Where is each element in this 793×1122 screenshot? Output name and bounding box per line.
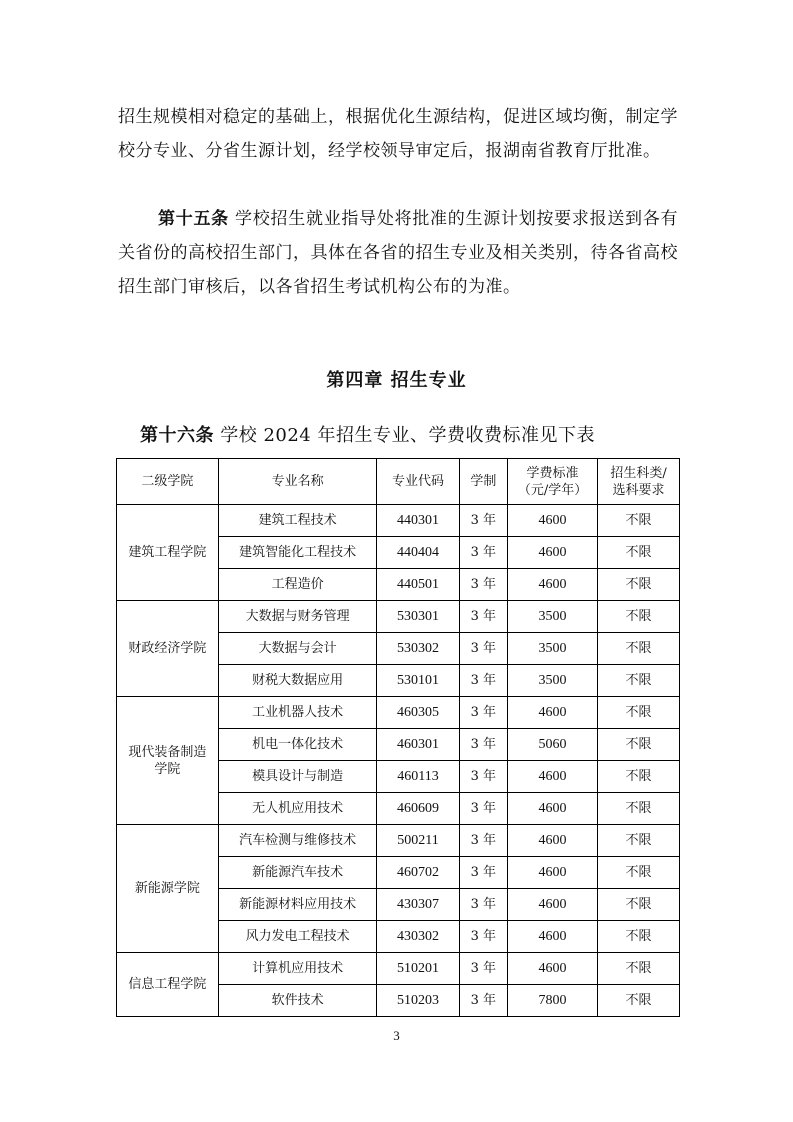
major-code-cell: 430302 [377,921,459,953]
major-code-cell: 460702 [377,857,459,889]
college-cell: 财政经济学院 [117,601,219,697]
article15-label: 第十五条 [158,209,229,229]
duration-cell: 3 年 [459,569,507,601]
header-duration: 学制 [459,459,507,505]
duration-cell: 3 年 [459,633,507,665]
requirement-cell: 不限 [598,825,680,857]
major-name-cell: 新能源汽车技术 [218,857,377,889]
tuition-cell: 4600 [508,761,598,793]
major-code-cell: 440404 [377,537,459,569]
duration-cell: 3 年 [459,665,507,697]
table-row [117,953,680,985]
duration-cell: 3 年 [459,537,507,569]
college-cell: 新能源学院 [117,825,219,953]
major-name-cell: 汽车检测与维修技术 [218,825,377,857]
major-name-cell: 软件技术 [218,985,377,1017]
header-requirement [598,459,680,505]
duration-cell: 3 年 [459,793,507,825]
major-code-cell: 430307 [377,889,459,921]
requirement-cell: 不限 [598,665,680,697]
tuition-cell: 7800 [508,985,598,1017]
major-name-cell: 大数据与会计 [218,633,377,665]
table-row [117,601,680,633]
duration-cell: 3 年 [459,889,507,921]
tuition-cell: 4600 [508,857,598,889]
requirement-cell: 不限 [598,505,680,537]
duration-cell: 3 年 [459,505,507,537]
requirement-cell: 不限 [598,921,680,953]
major-code-cell: 440301 [377,505,459,537]
major-code-cell: 530101 [377,665,459,697]
tuition-cell: 4600 [508,505,598,537]
major-fee-table [116,458,680,1017]
requirement-cell: 不限 [598,697,680,729]
requirement-cell: 不限 [598,601,680,633]
table-header-row [117,459,680,505]
header-requirement-line2: 选科要求 [612,482,665,498]
major-code-cell: 510201 [377,953,459,985]
duration-cell: 3 年 [459,921,507,953]
table-row [117,697,680,729]
major-code-cell: 440501 [377,569,459,601]
major-code-cell: 460305 [377,697,459,729]
college-cell: 现代装备制造学院 [117,697,219,825]
tuition-cell: 3500 [508,633,598,665]
tuition-cell: 3500 [508,601,598,633]
header-tuition-line1: 学费标准 [526,465,579,481]
article16-label: 第十六条 [140,425,214,446]
header-major-name: 专业名称 [218,459,377,505]
table-row [117,505,680,537]
requirement-cell: 不限 [598,953,680,985]
duration-cell: 3 年 [459,761,507,793]
major-code-cell: 500211 [377,825,459,857]
major-name-cell: 大数据与财务管理 [218,601,377,633]
article15-text: 学校招生就业指导处将批准的生源计划按要求报送到各有关省份的高校招生部门，具体在各省的招生专业及相关类别，待各省高校招生部门审核后，以各省招生考试机构公布的为准。 [118,209,679,297]
major-name-cell: 工业机器人技术 [218,697,377,729]
major-code-cell: 460609 [377,793,459,825]
tuition-cell: 4600 [508,537,598,569]
major-name-cell: 计算机应用技术 [218,953,377,985]
chapter-title: 第四章 招生专业 [326,370,467,391]
header-tuition-line2: （元/学年） [517,482,588,498]
major-name-cell: 财税大数据应用 [218,665,377,697]
major-name-cell: 风力发电工程技术 [218,921,377,953]
requirement-cell: 不限 [598,729,680,761]
tuition-cell: 4600 [508,793,598,825]
page-number: 3 [393,1028,400,1043]
major-name-cell: 无人机应用技术 [218,793,377,825]
requirement-cell: 不限 [598,633,680,665]
tuition-cell: 3500 [508,665,598,697]
tuition-cell: 4600 [508,889,598,921]
header-requirement-line1: 招生科类/ [610,465,667,481]
requirement-cell: 不限 [598,985,680,1017]
requirement-cell: 不限 [598,889,680,921]
college-cell: 信息工程学院 [117,953,219,1017]
college-cell: 建筑工程学院 [117,505,219,601]
major-name-cell: 建筑工程技术 [218,505,377,537]
requirement-cell: 不限 [598,857,680,889]
major-code-cell: 530302 [377,633,459,665]
tuition-cell: 4600 [508,953,598,985]
duration-cell: 3 年 [459,953,507,985]
duration-cell: 3 年 [459,729,507,761]
major-code-cell: 460113 [377,761,459,793]
duration-cell: 3 年 [459,825,507,857]
major-code-cell: 460301 [377,729,459,761]
requirement-cell: 不限 [598,569,680,601]
duration-cell: 3 年 [459,857,507,889]
tuition-cell: 4600 [508,569,598,601]
tuition-cell: 5060 [508,729,598,761]
duration-cell: 3 年 [459,985,507,1017]
header-major-code: 专业代码 [377,459,459,505]
table-row [117,825,680,857]
major-name-cell: 模具设计与制造 [218,761,377,793]
article16-text: 学校 2024 年招生专业、学费收费标准见下表 [214,425,595,446]
tuition-cell: 4600 [508,825,598,857]
header-tuition [508,459,598,505]
paragraph-article15 [118,202,678,304]
duration-cell: 3 年 [459,697,507,729]
major-code-cell: 510203 [377,985,459,1017]
header-college: 二级学院 [117,459,219,505]
major-code-cell: 530301 [377,601,459,633]
requirement-cell: 不限 [598,761,680,793]
tuition-cell: 4600 [508,921,598,953]
tuition-cell: 4600 [508,697,598,729]
major-name-cell: 建筑智能化工程技术 [218,537,377,569]
major-name-cell: 工程造价 [218,569,377,601]
requirement-cell: 不限 [598,537,680,569]
major-name-cell: 机电一体化技术 [218,729,377,761]
paragraph-article14-continuation: 招生规模相对稳定的基础上，根据优化生源结构，促进区域均衡，制定学校分专业、分省生源计划，经学校领导审定后，报湖南省教育厅批准。 [118,107,678,161]
article16-heading [140,421,595,447]
duration-cell: 3 年 [459,601,507,633]
major-name-cell: 新能源材料应用技术 [218,889,377,921]
requirement-cell: 不限 [598,793,680,825]
